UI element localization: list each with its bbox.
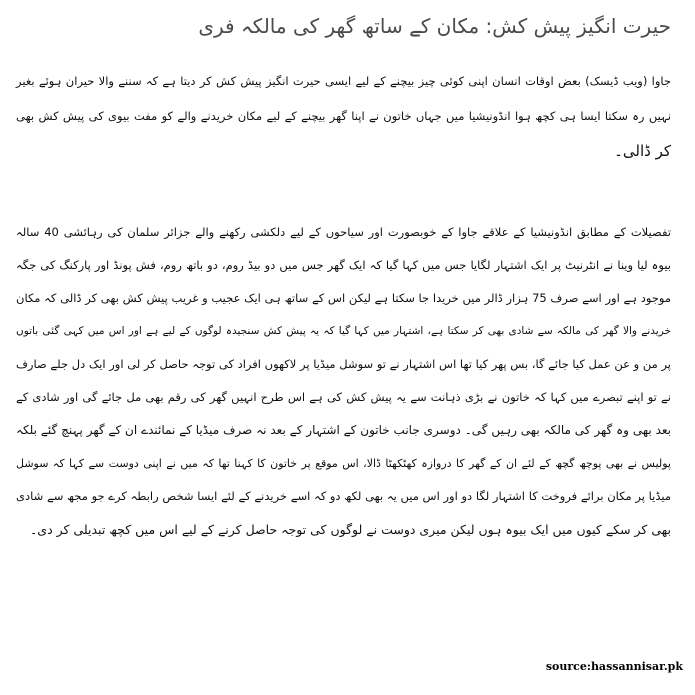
paragraph-line: بعد بھی وہ گھر کی مالکہ بھی رہیں گی۔ دوسری جانب خاتون کے اشتہار کے بعد نہ صرف میڈیا کے نمائندے ان کے گھر پہنچ گئے بلکہ xyxy=(16,423,671,437)
paragraph-line: تفصیلات کے مطابق انڈونیشیا کے علاقے جاوا کے خوبصورت اور سیاحوں کے لیے دلکشی رکھنے والے جزائر سلمان کی رہائشی 40 سالہ xyxy=(16,225,671,239)
paragraph-line: کر ڈالی۔ xyxy=(614,142,671,160)
source-credit: source:hassannisar.pk xyxy=(545,660,683,673)
paragraph-line: میڈیا پر مکان برائے فروخت کا اشتہار لگا دو اور اس میں یہ بھی لکھ دو کہ اسے خریدنے کے لئے ایسا شخص رابطہ کرے جو مجھ سے شادی xyxy=(16,489,671,503)
paragraph-line: بیوہ لیا وینا نے انٹرنیٹ پر ایک اشتہار لگایا جس میں کہا گیا کہ ایک گھر جس میں دو بیڈ روم، دو باتھ روم، فش پونڈ اور پارکنگ کی جگہ xyxy=(16,258,671,272)
article-paragraph-details xyxy=(16,216,671,546)
article-title: حیرت انگیز پیش کش: مکان کے ساتھ گھر کی مالکہ فری xyxy=(198,14,671,38)
paragraph-line: پر من و عن عمل کیا جائے گا، بس پھر کیا تھا اس اشتہار نے تو سوشل میڈیا پر لاکھوں افراد کی توجہ حاصل کر لی اور ایک دل جلے صارف xyxy=(16,357,671,371)
paragraph-line: خریدنے والا گھر کی مالکہ سے شادی بھی کر سکتا ہے، اشتہار میں کہا گیا کہ یہ پیش کش سنجیدہ لوگوں کے لیے ہے اور اس میں کہی گئی باتوں xyxy=(16,325,671,337)
paragraph-line: پولیس نے بھی پوچھ گچھ کے لئے ان کے گھر کا دروازہ کھٹکھٹا ڈالا، اس موقع پر خاتون کا کہنا تھا کہ میں نے اپنی دوست سے کہا کہ سوشل xyxy=(16,457,671,470)
paragraph-line: نے تو اپنے تبصرے میں کہا کہ خاتون نے بڑی ذہانت سے یہ پیش کش کی ہے اس طرح انہیں گھر کی رقم بھی مل جائے گی اور شادی کے xyxy=(16,390,671,404)
paragraph-line: موجود ہے اور اسے صرف 75 ہزار ڈالر میں خریدا جا سکتا ہے لیکن اس کے ساتھ ہی ایک عجیب و غریب پیش کش بھی کر ڈالی کہ مکان xyxy=(16,291,671,305)
paragraph-line: بھی کر سکے کیوں میں ایک بیوہ ہوں لیکن میری دوست نے لوگوں کی توجہ حاصل کرنے کے لیے اس میں کچھ تبدیلی کر دی۔ xyxy=(29,522,671,537)
paragraph-line: نہیں رہ سکتا ایسا ہی کچھ ہوا انڈونیشیا میں جہاں خاتون نے اپنا گھر بیچنے کے لیے مکان خریدنے والے کو مفت بیوی کی پیش کش بھی xyxy=(16,109,671,123)
article-paragraph-intro xyxy=(16,64,671,169)
paragraph-line: جاوا (ویب ڈیسک) بعض اوقات انسان اپنی کوئی چیز بیچنے کے لیے ایسی حیرت انگیز پیش کش کر دیتا ہے کہ سننے والا حیران ہوئے بغیر xyxy=(16,74,671,88)
